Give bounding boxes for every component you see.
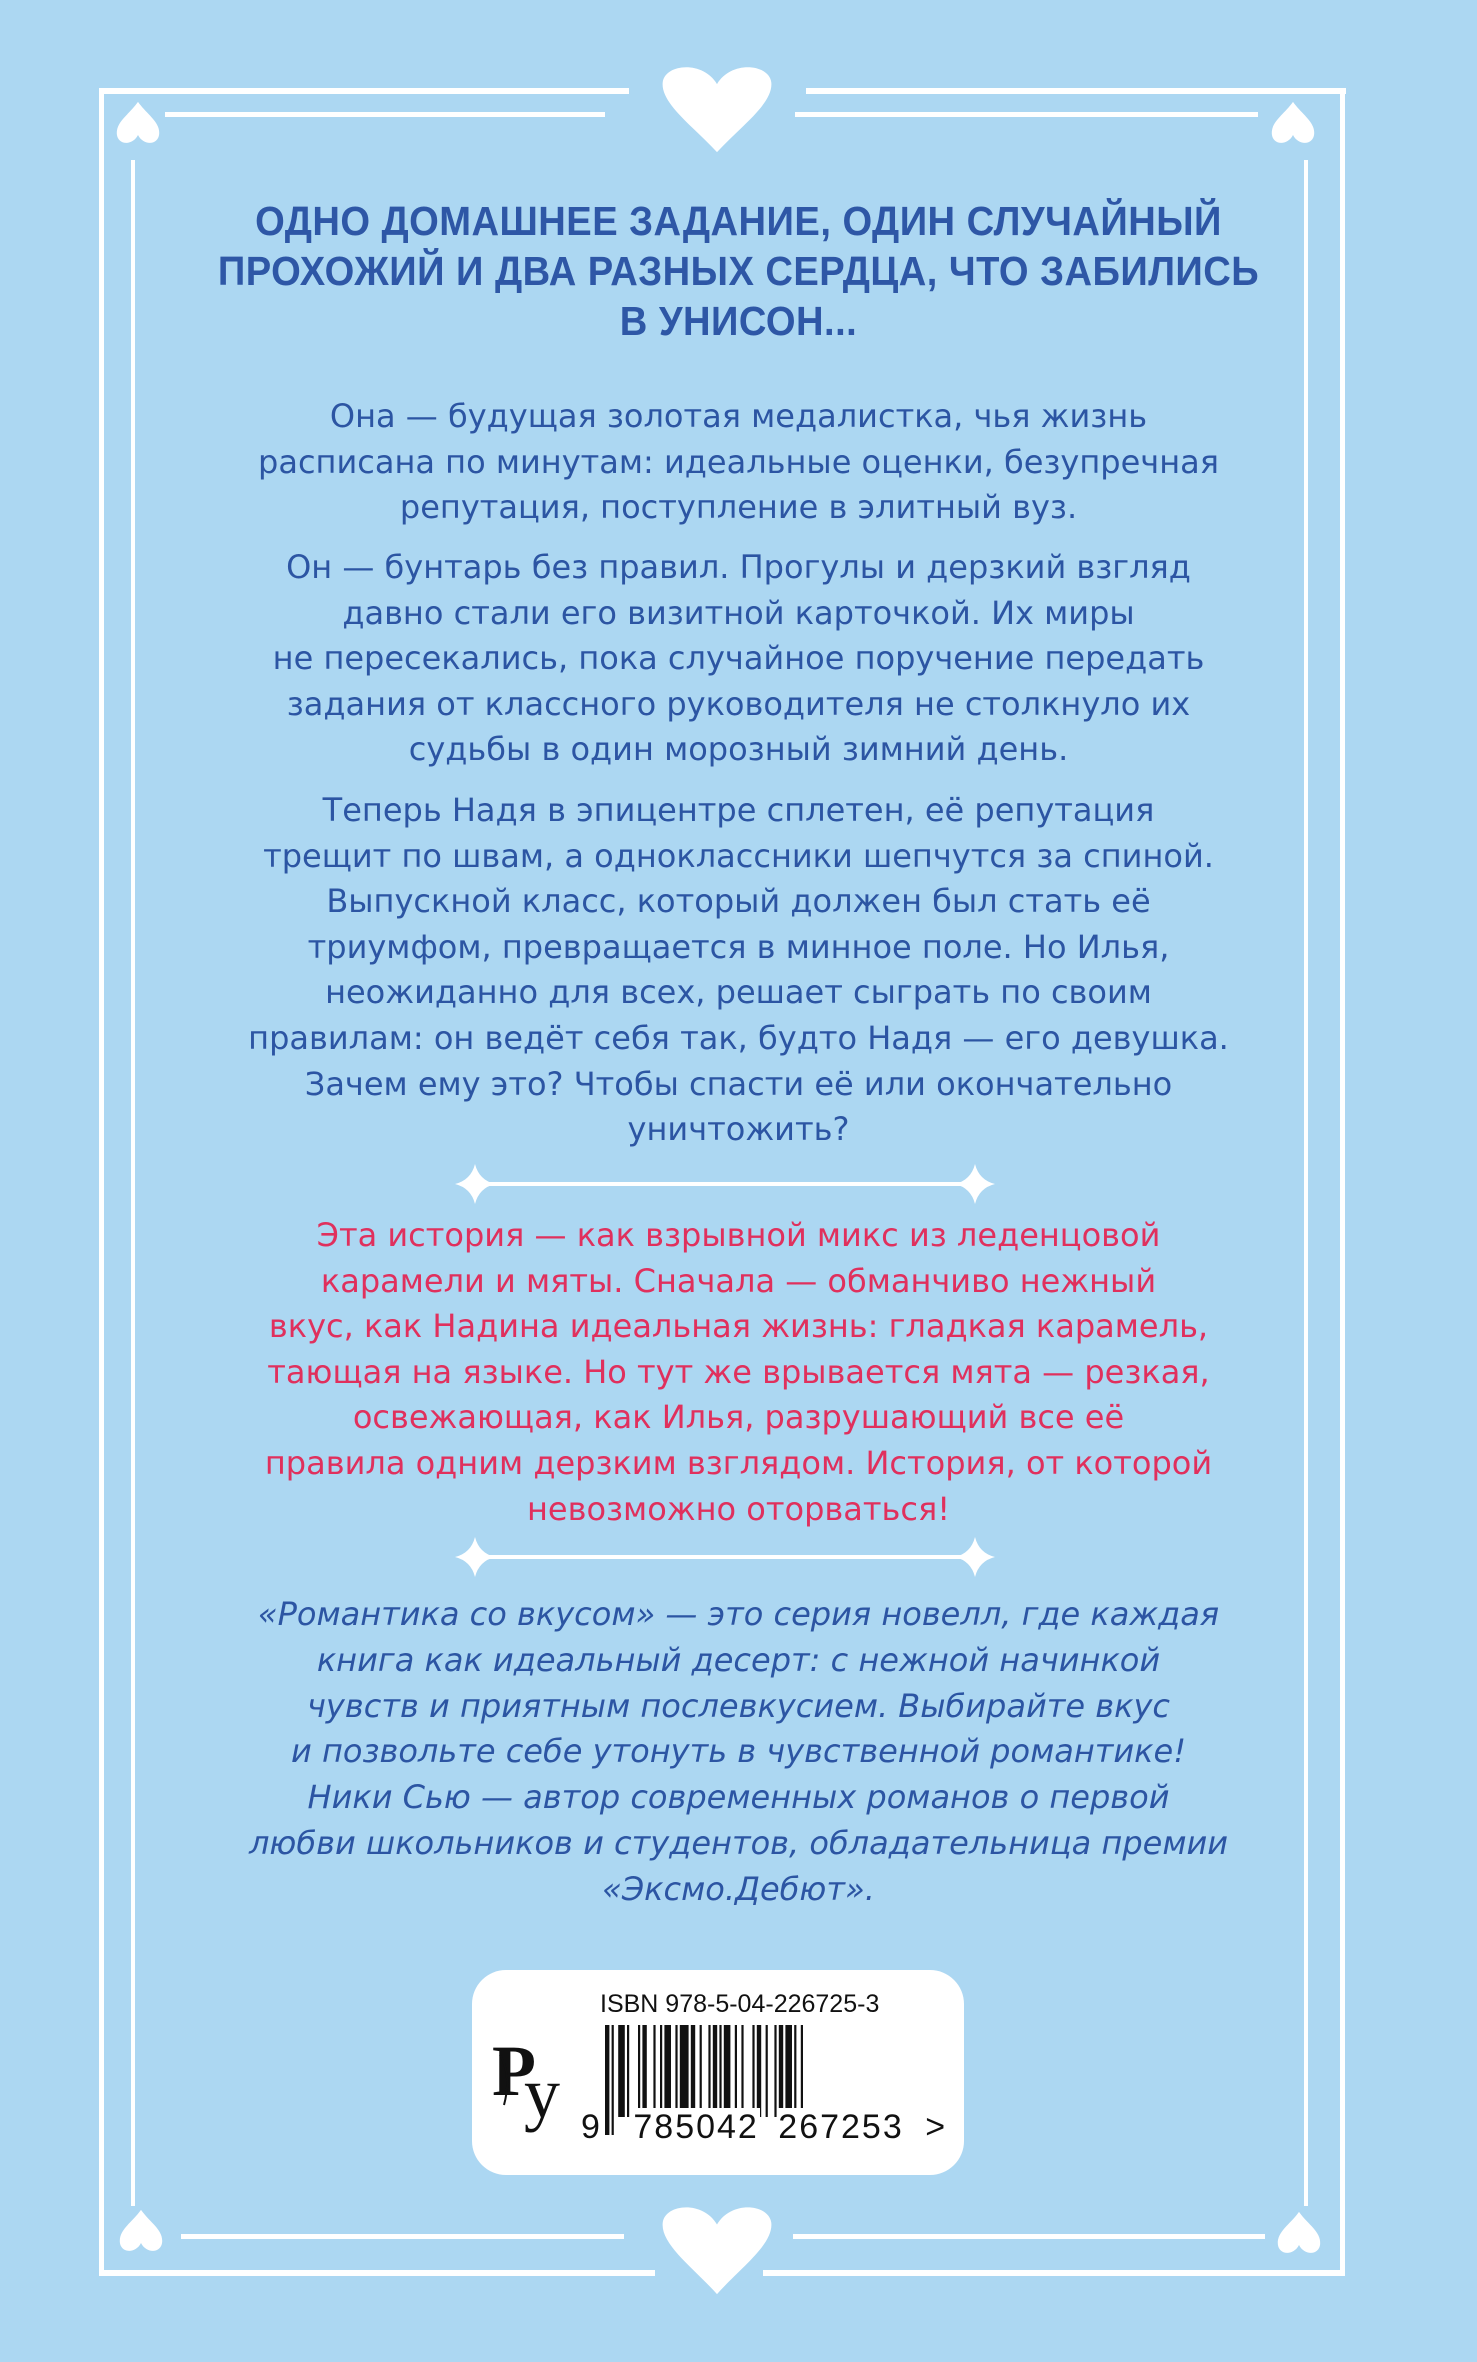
barcode-bar: [757, 2025, 761, 2117]
text-line: тающая на языке. Но тут же врывается мята — резкая,: [267, 1352, 1210, 1391]
text-line: вкус, как Надина идеальная жизнь: гладкая карамель,: [268, 1307, 1209, 1346]
barcode-bar: [785, 2025, 792, 2117]
text-line: репутация, поступление в элитный вуз.: [399, 488, 1078, 527]
text-line: «Эксмо.Дебют».: [602, 1869, 875, 1908]
barcode-bar: [752, 2025, 754, 2117]
publisher-logo: [490, 2025, 578, 2140]
text-line: давно стали его визитной карточкой. Их миры: [342, 593, 1135, 632]
text-line: расписана по минутам: идеальные оценки, безупречная: [258, 442, 1219, 481]
barcode-bar: [691, 2025, 695, 2117]
barcode-bar: [653, 2025, 655, 2117]
text-line: «Романтика со вкусом» — это серия новелл, где каждая: [257, 1595, 1220, 1633]
barcode-bar: [642, 2025, 646, 2117]
barcode-bar: [618, 2025, 625, 2117]
text-line: не пересекались, пока случайное поручение передать: [272, 639, 1205, 678]
sparkle-divider: [455, 1537, 995, 1577]
text-line: Ники Сью — автор современных романов о первой: [307, 1778, 1170, 1817]
small-heart-icon: [1276, 2210, 1322, 2258]
text-line: Эта история — как взрывной микс из леденцовой: [316, 1216, 1161, 1254]
heart-icon: [658, 2202, 776, 2296]
svg-text:у: у: [524, 2053, 560, 2133]
barcode-bar: [700, 2025, 702, 2117]
text-line: любви школьников и студентов, обладательница премии: [248, 1823, 1229, 1862]
text-line: трещит по швам, а одноклассники шепчутся за спиной.: [263, 836, 1214, 875]
barcode-bar: [638, 2025, 640, 2117]
text-line: В УНИСОН...: [619, 298, 858, 344]
paragraph-1: [160, 394, 1317, 531]
barcode-bar: [660, 2025, 662, 2117]
text-line: триумфом, превращается в минное поле. Но Илья,: [307, 927, 1170, 966]
text-line: Выпускной класс, который должен был стать её: [326, 882, 1151, 921]
small-heart-icon: [115, 100, 161, 148]
text-line: освежающая, как Илья, разрушающий все её: [352, 1398, 1125, 1437]
paragraph-3: [160, 788, 1317, 1153]
text-line: и позвольте себе утонуть в чувственной романтике!: [290, 1732, 1187, 1771]
text-line: Зачем ему это? Чтобы спасти её или окончательно: [304, 1064, 1173, 1103]
text-line: неожиданно для всех, решает сыграть по своим: [325, 973, 1152, 1012]
ean-digit-prefix: 9: [581, 2108, 602, 2146]
barcode-bar: [664, 2025, 671, 2117]
svg-text:Р: Р: [492, 2031, 536, 2111]
isbn-text: ISBN 978-5-04-226725-3: [600, 1990, 880, 2018]
paragraph-2: [160, 545, 1317, 773]
barcode-bar: [675, 2025, 677, 2117]
text-line: правилам: он ведёт себя так, будто Надя — его девушка.: [248, 1018, 1229, 1057]
ean-digits-right: 267253: [778, 2108, 904, 2146]
barcode-bar: [724, 2025, 731, 2117]
barcode-panel: [472, 1970, 964, 2175]
text-line: задания от классного руководителя не столкнуло их: [286, 684, 1191, 723]
barcode-bar: [708, 2025, 710, 2117]
review-paragraph: [160, 1213, 1317, 1532]
text-line: чувств и приятным послевкусием. Выбирайте вкус: [307, 1686, 1170, 1725]
small-heart-icon: [1270, 100, 1316, 148]
barcode-bar: [735, 2025, 737, 2117]
barcode-bar: [627, 2025, 629, 2117]
barcode-bar: [774, 2025, 776, 2117]
text-line: уничтожить?: [627, 1110, 850, 1149]
ean-quiet-zone-marker: >: [925, 2108, 948, 2146]
text-line: карамели и мяты. Сначала — обманчиво нежный: [320, 1261, 1157, 1300]
text-line: Она — будущая золотая медалистка, чья жизнь: [329, 397, 1148, 435]
barcode-bar: [779, 2025, 783, 2117]
sparkle-divider: [455, 1164, 995, 1204]
text-line: Он — бунтарь без правил. Прогулы и дерзкий взгляд: [286, 548, 1191, 586]
text-line: невозможно оторваться!: [526, 1489, 951, 1528]
series-and-author-paragraph: [160, 1592, 1317, 1913]
barcode-bar: [719, 2025, 721, 2117]
text-line: Теперь Надя в эпицентре сплетен, её репутация: [322, 791, 1155, 829]
text-line: судьбы в один морозный зимний день.: [408, 730, 1069, 769]
text-line: книга как идеальный десерт: с нежной начинкой: [316, 1640, 1161, 1679]
small-heart-icon: [118, 2208, 164, 2256]
barcode-bar: [794, 2025, 796, 2117]
barcode-bar: [680, 2025, 689, 2117]
text-line: ПРОХОЖИЙ И ДВА РАЗНЫХ СЕРДЦА, ЧТО ЗАБИЛИСЬ: [217, 248, 1260, 294]
text-line: правила одним дерзким взглядом. История, от которой: [264, 1443, 1213, 1482]
text-line: ОДНО ДОМАШНЕЕ ЗАДАНИЕ, ОДИН СЛУЧАЙНЫЙ: [255, 198, 1222, 244]
barcode-bar: [741, 2025, 743, 2117]
heart-icon: [658, 62, 776, 154]
ean-digits-left: 785042: [633, 2108, 759, 2146]
barcode-bar: [766, 2025, 768, 2117]
ean-digits: [580, 2108, 948, 2147]
headline: [200, 196, 1276, 346]
